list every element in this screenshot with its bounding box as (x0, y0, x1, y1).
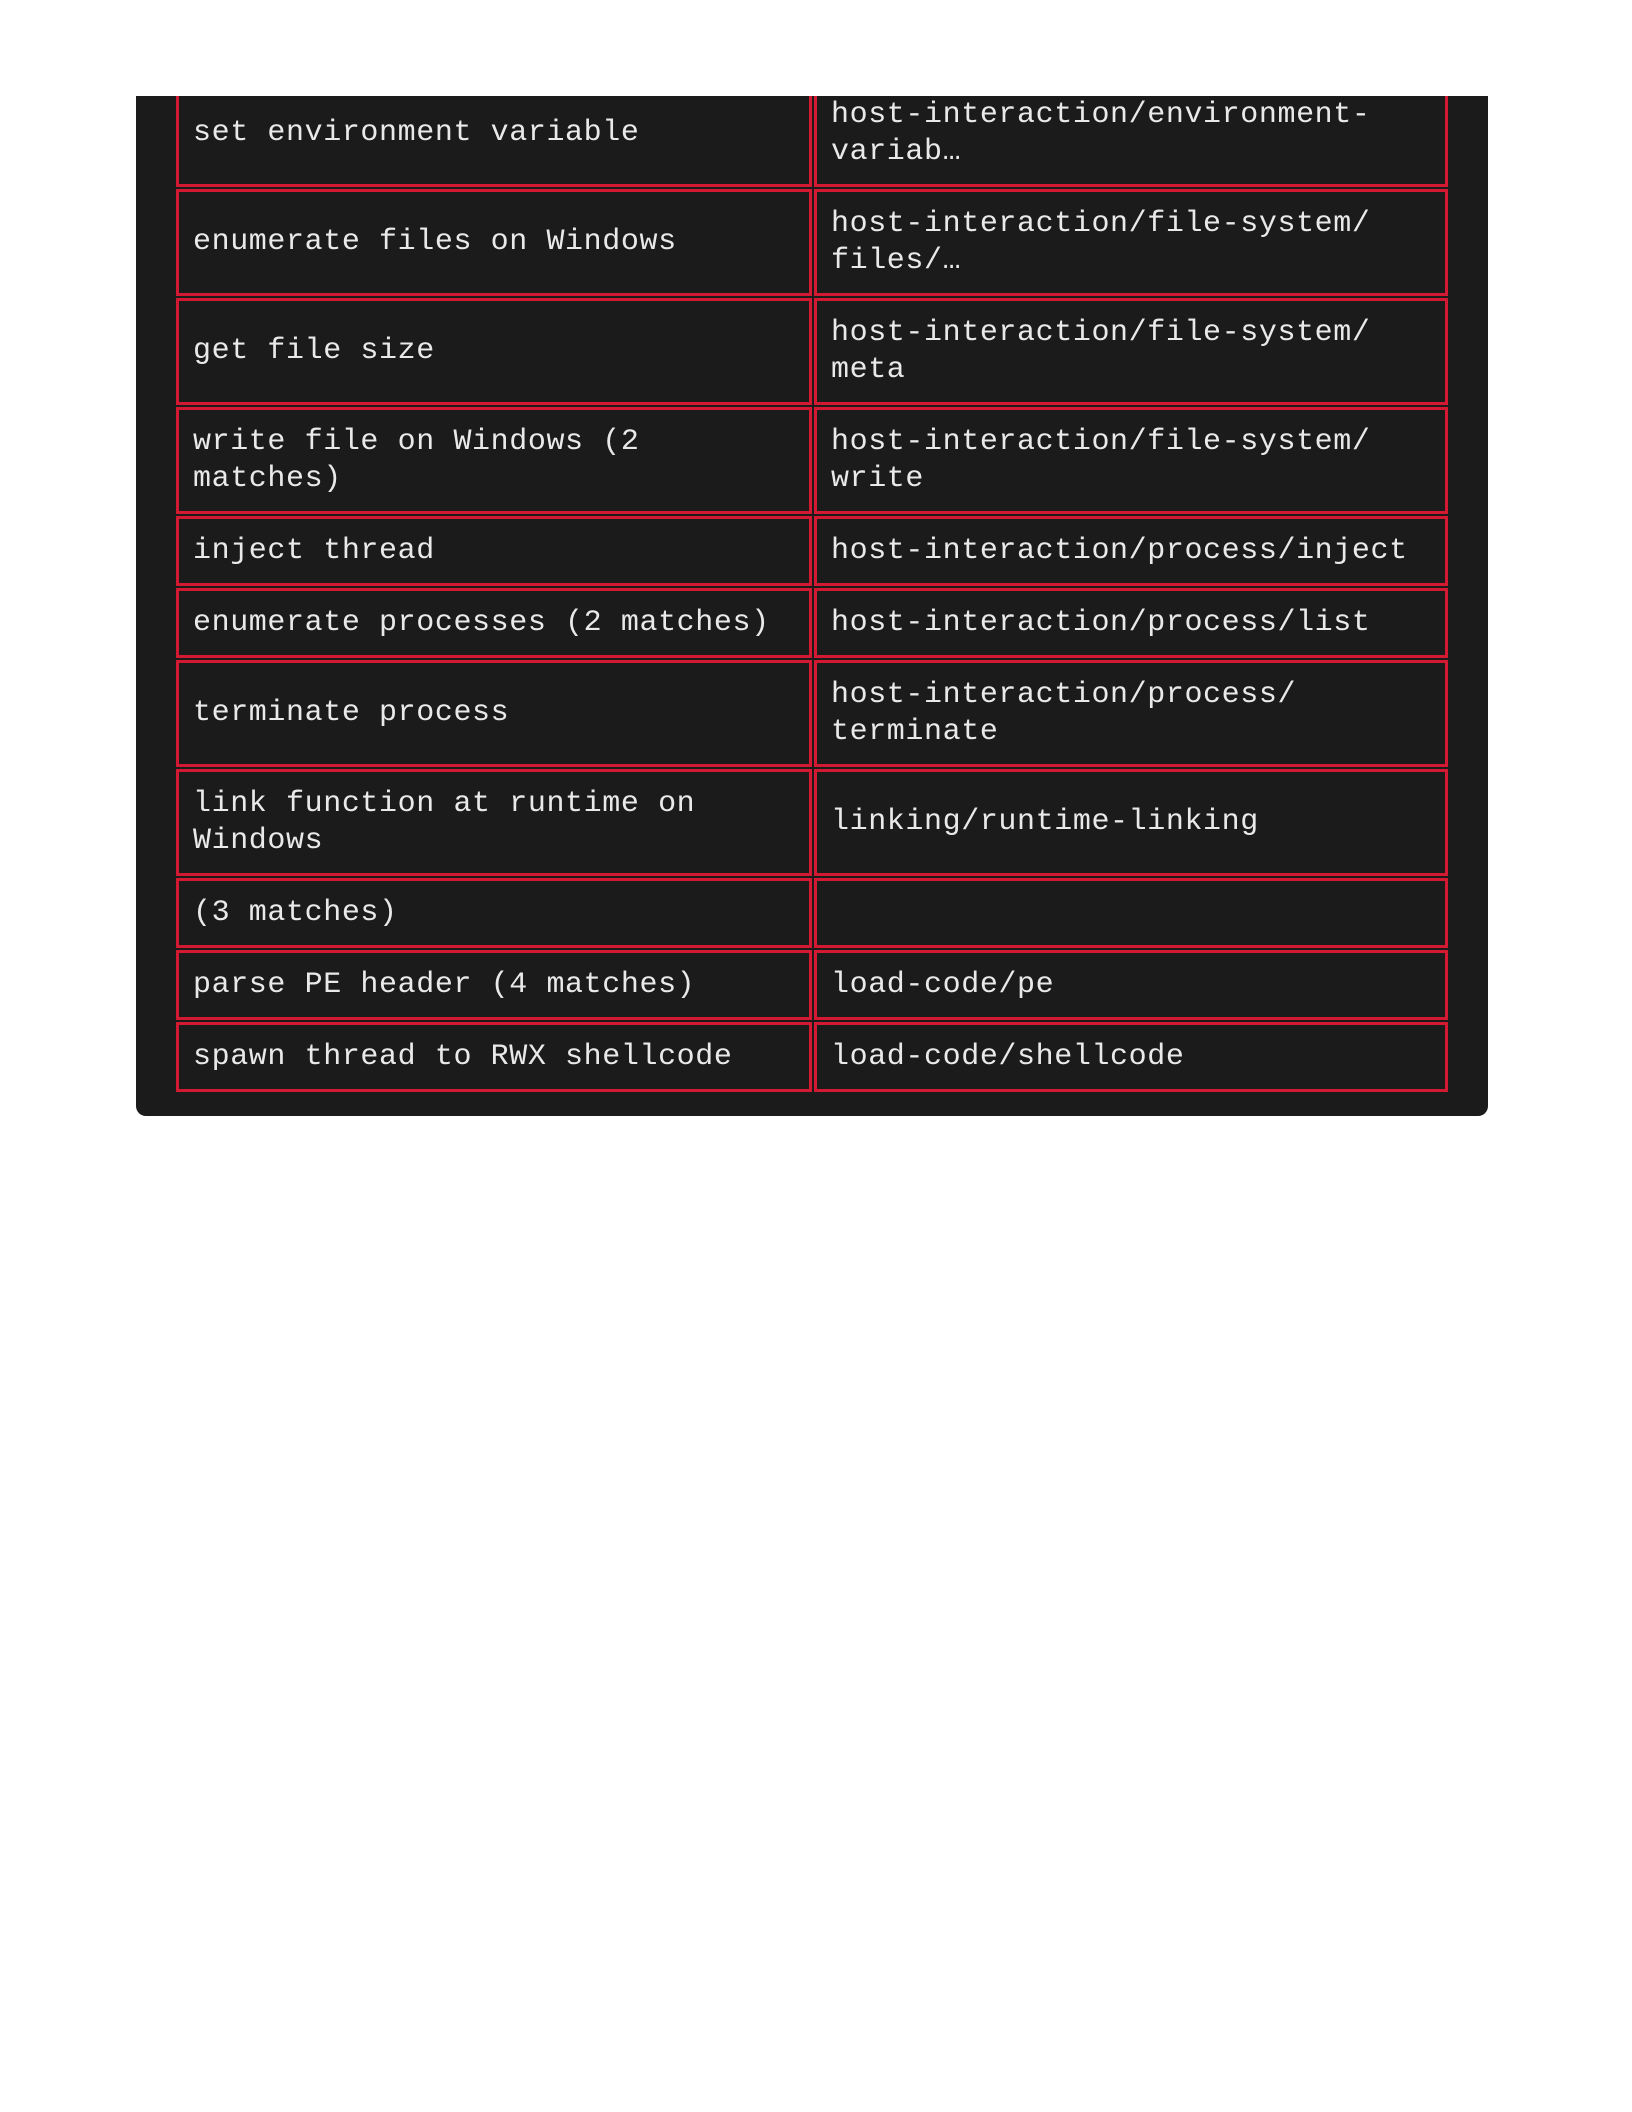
namespace-cell: host-interaction/file-system/ write (814, 407, 1448, 514)
capability-cell: terminate process (176, 660, 812, 767)
table-row (176, 96, 1448, 187)
table-row (176, 298, 1448, 405)
namespace-cell: host-interaction/environment- variab… (814, 96, 1448, 187)
capability-cell: parse PE header (4 matches) (176, 950, 812, 1020)
namespace-cell: load-code/shellcode (814, 1022, 1448, 1092)
namespace-cell: load-code/pe (814, 950, 1448, 1020)
namespace-cell: host-interaction/file-system/ meta (814, 298, 1448, 405)
capability-cell: enumerate files on Windows (176, 189, 812, 296)
capability-cell: get file size (176, 298, 812, 405)
table-row (176, 189, 1448, 296)
table-row (176, 588, 1448, 658)
namespace-cell: linking/runtime-linking (814, 769, 1448, 876)
table-row (176, 1022, 1448, 1092)
table-row (176, 950, 1448, 1020)
capability-cell: (3 matches) (176, 878, 812, 948)
namespace-cell: host-interaction/file-system/ files/… (814, 189, 1448, 296)
table-row (176, 407, 1448, 514)
table-row (176, 516, 1448, 586)
capabilities-table (176, 96, 1448, 1094)
capability-cell: set environment variable (176, 96, 812, 187)
table-row (176, 660, 1448, 767)
capability-cell: write file on Windows (2 matches) (176, 407, 812, 514)
namespace-cell: host-interaction/process/list (814, 588, 1448, 658)
capability-cell: inject thread (176, 516, 812, 586)
capability-cell: enumerate processes (2 matches) (176, 588, 812, 658)
capability-cell: link function at runtime on Windows (176, 769, 812, 876)
capability-cell: spawn thread to RWX shellcode (176, 1022, 812, 1092)
namespace-cell: host-interaction/process/ terminate (814, 660, 1448, 767)
namespace-cell (814, 878, 1448, 948)
table-row (176, 878, 1448, 948)
namespace-cell: host-interaction/process/inject (814, 516, 1448, 586)
table-row (176, 769, 1448, 876)
terminal-output-panel (136, 96, 1488, 1116)
